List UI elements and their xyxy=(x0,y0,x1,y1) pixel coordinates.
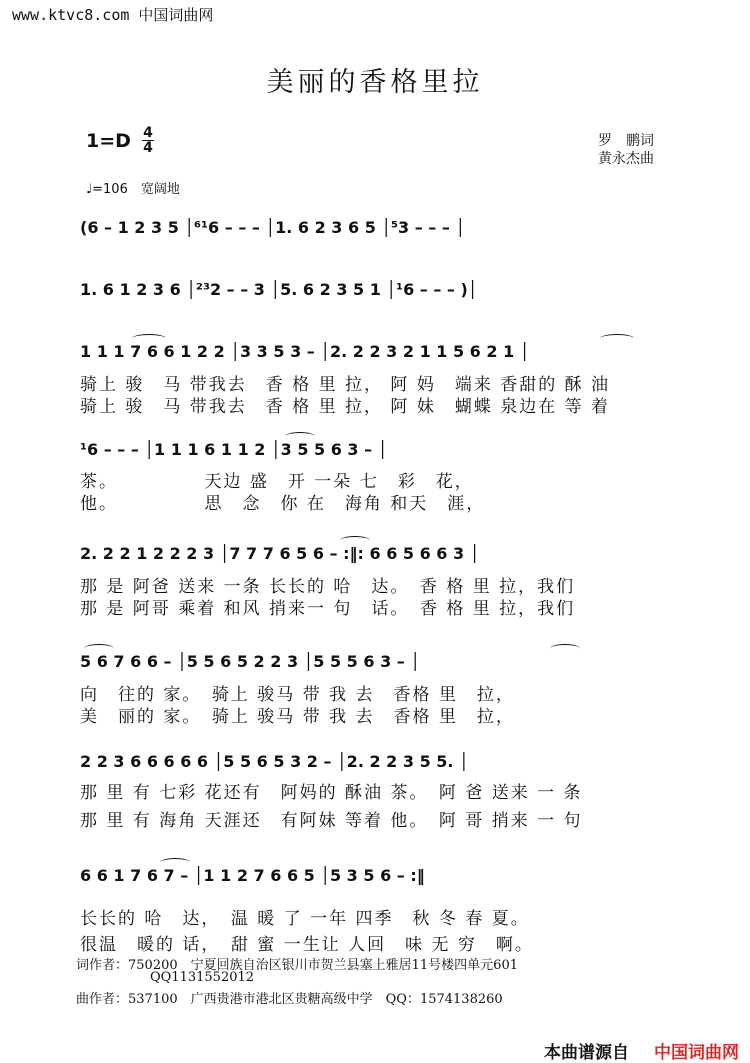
lyricist-credit: 罗 鹏词 xyxy=(598,133,654,149)
lyric-line: 很温 暖的 话， 甜 蜜 一生让 人回 味 无 穷 啊。 xyxy=(80,935,534,955)
notation-line: 5 6 7 6 6 – │5 5 6 5 2 2 3 │5 5 5 6 3 – │ xyxy=(80,652,420,671)
notation-line: 1 1 1 7 6 6 1 2 2 │3 3 5 3 – │2. 2 2 3 2 1 1 5 6 2 1 │ xyxy=(80,342,530,361)
slur xyxy=(600,334,634,343)
time-signature xyxy=(140,126,156,155)
lyricist-qq: QQ1131552012 xyxy=(150,970,255,985)
lyric-line: 茶。 天边 盛 开 一朵 七 彩 花， xyxy=(80,472,474,492)
lyric-line: 那 是 阿爸 送来 一条 长长的 哈 达。 香 格 里 拉，我们 xyxy=(80,577,576,597)
music-system-2 xyxy=(80,280,680,318)
slur xyxy=(550,644,580,653)
lyric-line: 骑上 骏 马 带我去 香 格 里 拉， 阿 妹 蝴蝶 泉边在 等 着 xyxy=(80,397,611,417)
notation-line: 1. 6 1 2 3 6 │²³2 – – 3 │5. 6 2 3 5 1 │¹6 – – – )│ xyxy=(80,280,478,299)
composer-address: 曲作者：537100 广西贵港市港北区贵糖高级中学 QQ：1574138260 xyxy=(76,992,503,1007)
notation-line: ¹6 – – – │1 1 1 6 1 1 2 │3 5 5 6 3 – │ xyxy=(80,440,388,459)
lyric-line: 向 往的 家。 骑上 骏马 带 我 去 香格 里 拉， xyxy=(80,685,515,705)
composer-credit: 黄永杰曲 xyxy=(598,151,654,167)
notation-line: 6 6 1 7 6 7 – │1 1 2 7 6 6 5 │5 3 5 6 – :‖ xyxy=(80,866,425,885)
lyric-line: 美 丽的 家。 骑上 骏马 带 我 去 香格 里 拉， xyxy=(80,707,515,727)
notation-line: 2. 2 2 1 2 2 2 3 │7 7 7 6 5 6 – :‖: 6 6 5 6 6 3 │ xyxy=(80,544,480,563)
music-system-8 xyxy=(80,866,680,904)
notation-line: (6 – 1 2 3 5 │⁶¹6 – – – │1. 6 2 3 6 5 │⁵3 – – – │ xyxy=(80,218,466,237)
lyric-line: 他。 思 念 你 在 海角 和天 涯， xyxy=(80,494,486,514)
tempo-marking: ♩=106 宽阔地 xyxy=(86,182,180,197)
lyric-line: 长长的 哈 达， 温 暖 了 一年 四季 秋 冬 春 夏。 xyxy=(80,909,530,929)
song-title: 美丽的香格里拉 xyxy=(266,67,484,98)
lyric-line: 那 里 有 海角 天涯还 有阿妹 等着 他。 阿 哥 捎来 一 句 xyxy=(80,811,583,831)
lyric-line: 那 里 有 七彩 花还有 阿妈的 酥油 茶。 阿 爸 送来 一 条 xyxy=(80,783,583,803)
meter-bottom: 4 xyxy=(143,140,153,156)
site-url: www.ktvc8.com 中国词曲网 xyxy=(12,6,214,24)
source-label: 本曲谱源自 xyxy=(544,1043,629,1063)
meter-top: 4 xyxy=(143,125,153,141)
notation-line: 2 2 3 6 6 6 6 6 │5 5 6 5 3 2 – │2. 2 2 3 5 5. │ xyxy=(80,752,469,771)
key-signature: 1=D xyxy=(86,130,131,152)
music-system-1 xyxy=(80,218,680,256)
lyric-line: 骑上 骏 马 带我去 香 格 里 拉， 阿 妈 端来 香甜的 酥 油 xyxy=(80,375,611,395)
brand-link[interactable]: 中国词曲网 xyxy=(654,1043,739,1063)
lyricist-address: 词作者：750200 宁夏回族自治区银川市贺兰县塞上雅居11号楼四单元601 xyxy=(76,958,518,973)
lyric-line: 那 是 阿哥 乘着 和风 捎来一 句 话。 香 格 里 拉，我们 xyxy=(80,599,576,619)
